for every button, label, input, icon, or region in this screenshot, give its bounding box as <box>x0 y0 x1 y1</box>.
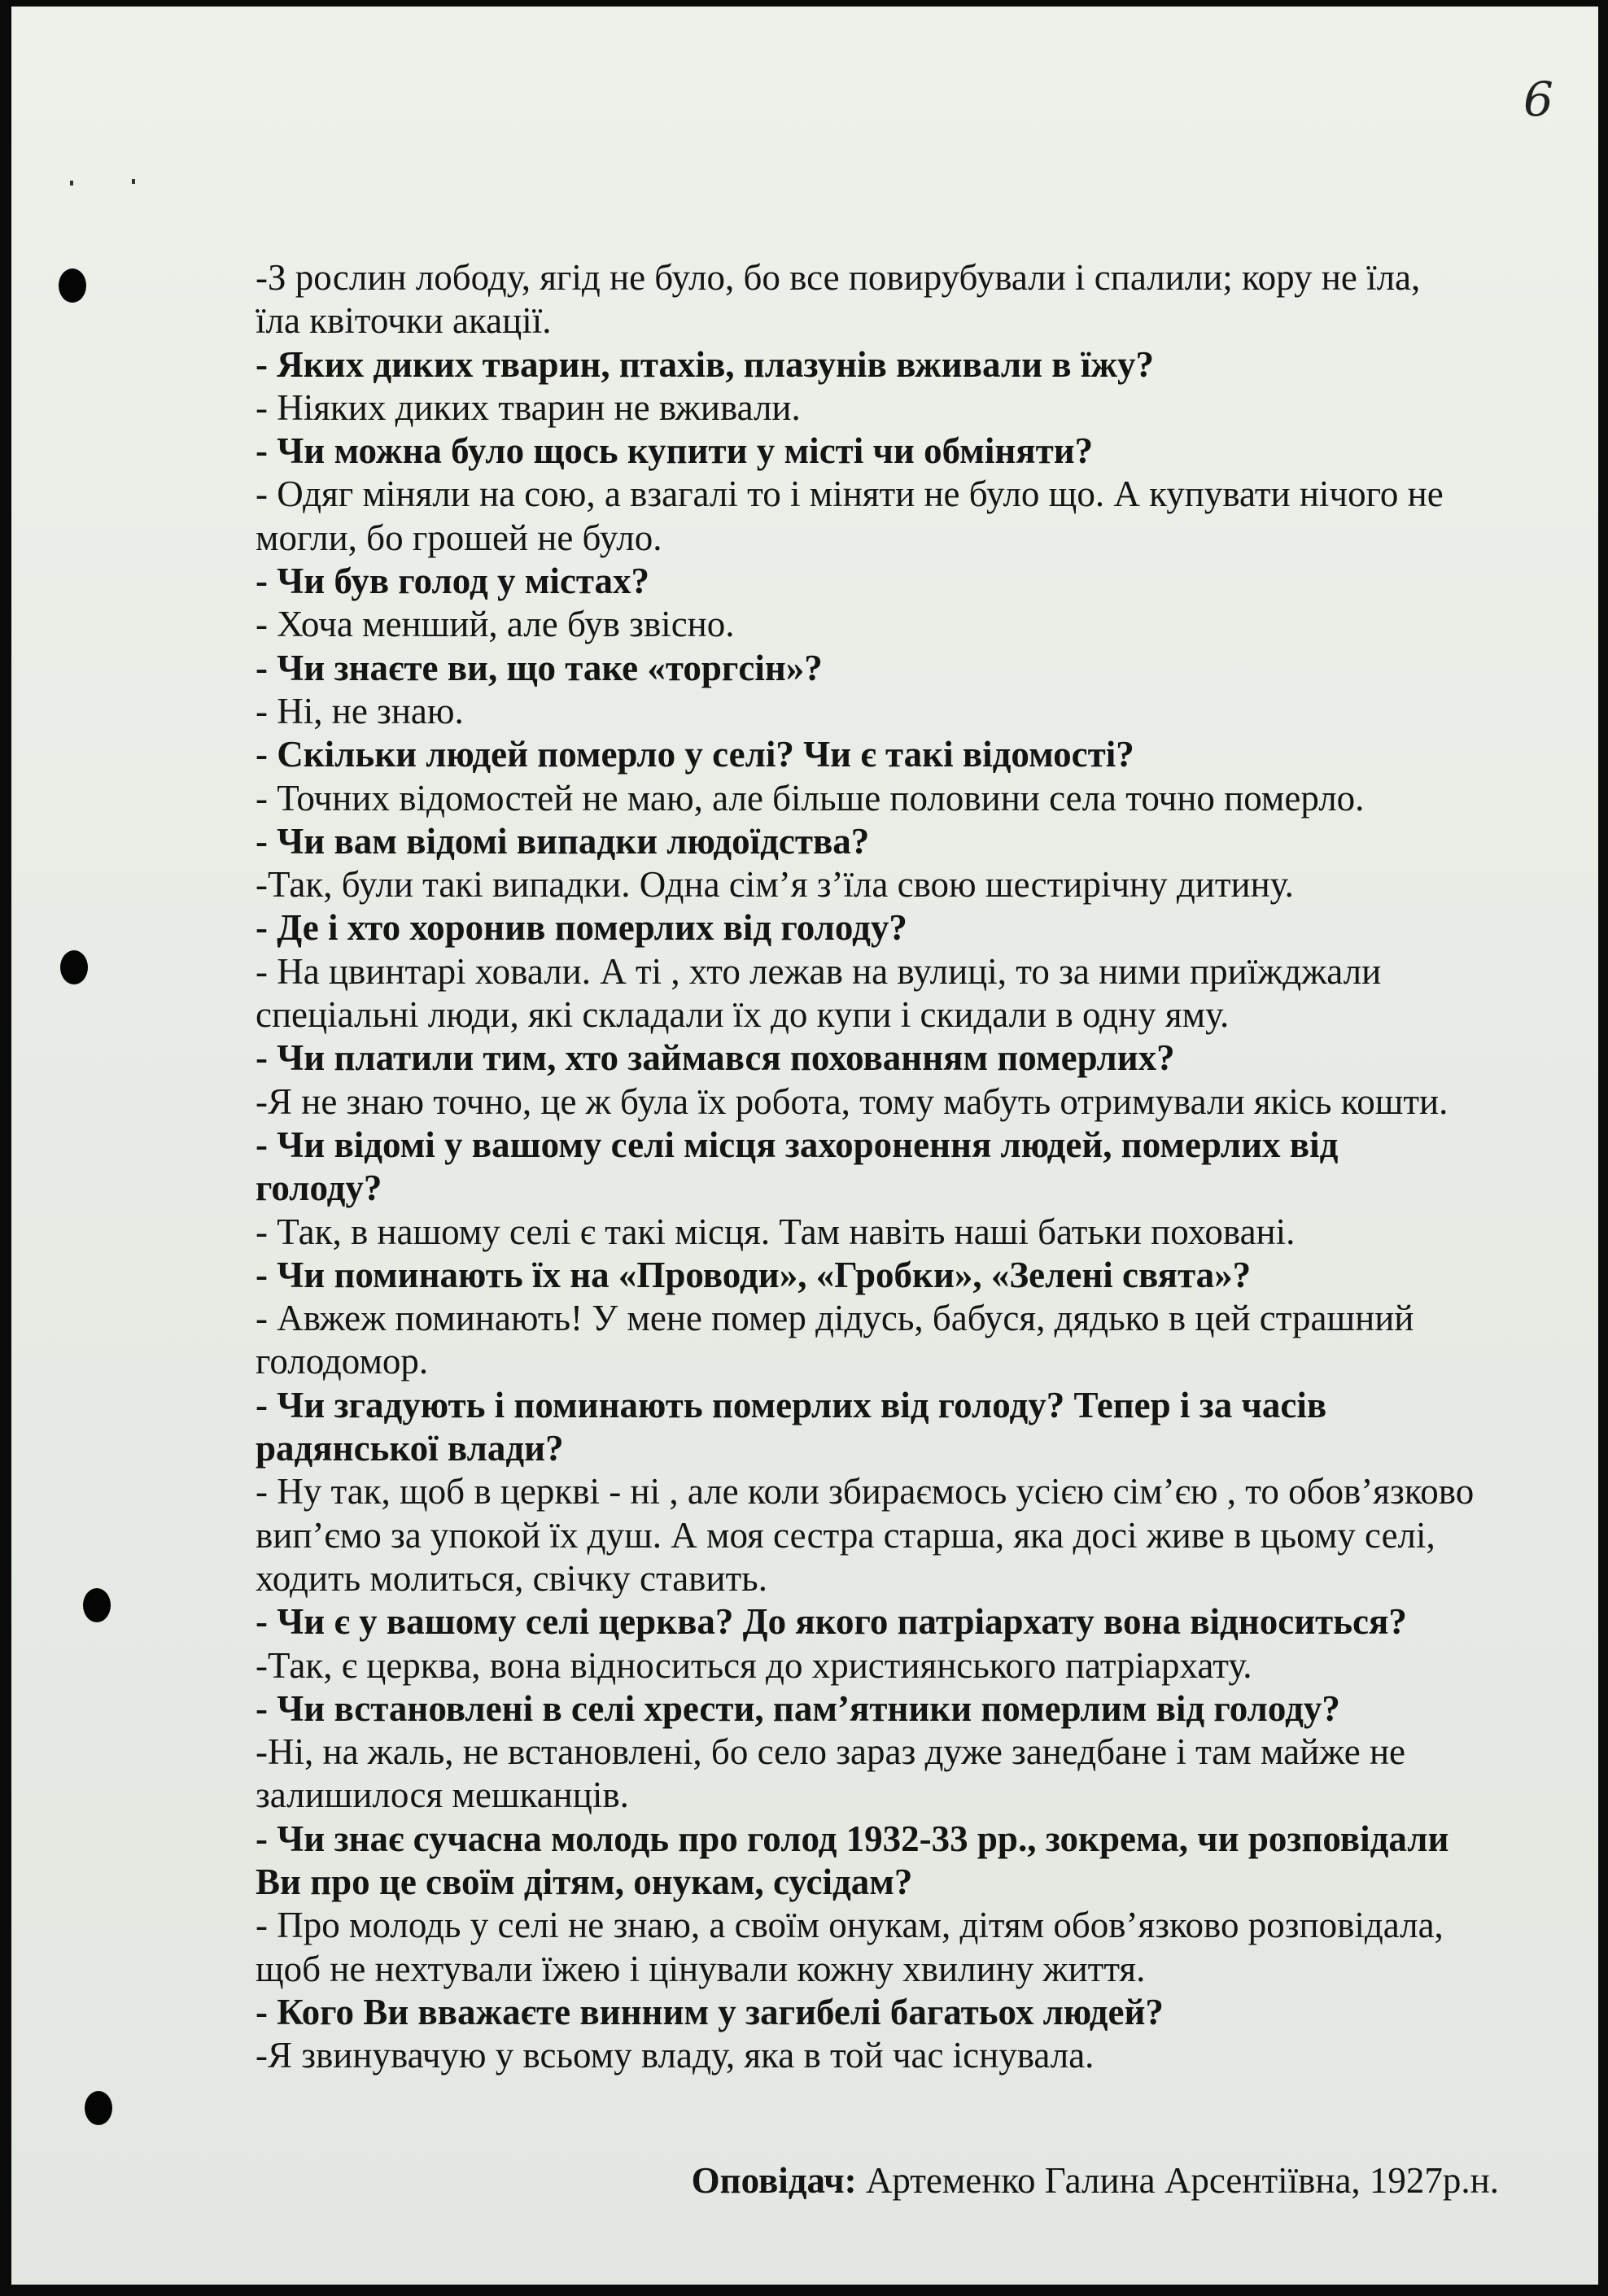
text-line: - Ні, не знаю. <box>256 690 464 731</box>
answer <box>256 863 1474 906</box>
answer <box>256 2034 1474 2077</box>
text-line: - Де і хто хоронив померлих від голоду? <box>256 907 907 949</box>
text-line: - Кого Ви вважаєте винним у загибелі багатьох людей? <box>256 1991 1164 2032</box>
text-line: - Яких диких тварин, птахів, плазунів вживали в їжу? <box>256 343 1154 385</box>
question <box>256 1687 1474 1731</box>
text-line: їла квіточки акації. <box>256 300 552 342</box>
question <box>256 647 1474 690</box>
narrator-signature <box>692 2159 1499 2202</box>
text-line: радянської влади? <box>256 1428 564 1469</box>
page-number: 6 <box>1523 72 1553 127</box>
answer <box>256 1211 1474 1254</box>
question <box>256 906 1474 949</box>
answer <box>256 1297 1474 1384</box>
punch-hole <box>83 1588 111 1622</box>
text-line: Ви про це своїм дітям, онукам, сусідам? <box>256 1861 913 1902</box>
narrator-label: Оповідач: <box>691 2160 857 2201</box>
text-line: залишилося мешканців. <box>256 1774 629 1816</box>
answer <box>256 950 1474 1037</box>
text-line: - Чи встановлені в селі хрести, пам’ятники померлим від голоду? <box>256 1687 1340 1729</box>
question <box>256 1254 1474 1297</box>
punch-hole <box>59 268 86 303</box>
text-line: голоду? <box>256 1168 382 1209</box>
text-line: - Чи є у вашому селі церква? До якого патріархату вона відноситься? <box>256 1601 1407 1643</box>
text-line: - Ну так, щоб в церкві - ні , але коли збираємось усією сім’єю , то обов’язково <box>256 1471 1475 1512</box>
question <box>256 733 1474 776</box>
text-line: - Чи можна було щось купити у місті чи обміняти? <box>256 430 1094 472</box>
answer <box>256 1731 1474 1818</box>
document-page <box>11 7 1598 2285</box>
narrator-name: Артеменко Галина Арсентіївна, 1927р.н. <box>856 2160 1499 2201</box>
scan-speck <box>132 179 135 184</box>
text-line: - На цвинтарі ховали. А ті , хто лежав на вулиці, то за ними приїжджали <box>256 950 1382 992</box>
text-line: - Чи був голод у містах? <box>256 561 649 602</box>
text-line: - Чи відомі у вашому селі місця захоронення людей, померлих від <box>256 1124 1339 1165</box>
question <box>256 1991 1474 2034</box>
text-line: - Чи знає сучасна молодь про голод 1932-33 рр., зокрема, чи розповідали <box>256 1818 1449 1859</box>
text-line: - Чи знаєте ви, що таке «торгсін»? <box>256 647 823 688</box>
text-line: - Про молодь у селі не знаю, а своїм онукам, дітям обов’язково розповідала, <box>256 1905 1444 1946</box>
question <box>256 343 1474 386</box>
answer <box>256 1080 1474 1124</box>
text-line: - Скільки людей померло у селі? Чи є такі відомості? <box>256 734 1134 775</box>
punch-hole <box>85 2091 112 2125</box>
answer <box>256 690 1474 733</box>
text-line: -Так, є церква, вона відноситься до християнського патріархату. <box>256 1644 1252 1686</box>
text-line: вип’ємо за упокой їх душ. А моя сестра старша, яка досі живе в цьому селі, <box>256 1514 1435 1556</box>
text-line: спеціальні люди, які складали їх до купи і скидали в одну яму. <box>256 994 1230 1036</box>
answer <box>256 256 1474 343</box>
text-line: могли, бо грошей не було. <box>256 517 662 558</box>
question <box>256 560 1474 603</box>
question <box>256 820 1474 863</box>
text-line: -Ні, на жаль, не встановлені, бо село зараз дуже занедбане і там майже не <box>256 1731 1405 1773</box>
question <box>256 1384 1474 1471</box>
text-line: ходить молиться, свічку ставить. <box>256 1557 767 1599</box>
question <box>256 1600 1474 1643</box>
text-line: - Точних відомостей не маю, але більше половини села точно померло. <box>256 777 1365 818</box>
question <box>256 1037 1474 1080</box>
answer <box>256 1470 1474 1600</box>
text-line: - Чи поминають їх на «Проводи», «Гробки», «Зелені свята»? <box>256 1254 1252 1295</box>
question <box>256 1818 1474 1905</box>
text-line: -З рослин лободу, ягід не було, бо все повирубували і спалили; кору не їла, <box>256 257 1421 298</box>
text-line: -Я не знаю точно, це ж була їх робота, тому мабуть отримували якісь кошти. <box>256 1080 1449 1122</box>
scan-speck <box>70 181 73 186</box>
interview-text <box>256 256 1474 2077</box>
text-line: - Одяг міняли на сою, а взагалі то і міняти не було що. А купувати нічого не <box>256 474 1444 515</box>
question <box>256 1124 1474 1211</box>
answer <box>256 386 1474 430</box>
text-line: щоб не нехтували їжею і цінували кожну хвилину життя. <box>256 1948 1146 1989</box>
text-line: - Авжеж поминають! У мене помер дідусь, бабуся, дядько в цей страшний <box>256 1298 1414 1339</box>
text-line: -Так, були такі випадки. Одна сім’я з’їла свою шестирічну дитину. <box>256 864 1294 906</box>
question <box>256 430 1474 473</box>
text-line: - Чи згадують і поминають померлих від голоду? Тепер і за часів <box>256 1384 1327 1425</box>
answer <box>256 1904 1474 1991</box>
text-line: - Хоча менший, але був звісно. <box>256 604 735 645</box>
punch-hole <box>60 950 88 984</box>
answer <box>256 473 1474 560</box>
text-line: - Чи платили тим, хто займався похованням померлих? <box>256 1037 1175 1079</box>
text-line: - Ніяких диких тварин не вживали. <box>256 386 801 428</box>
answer <box>256 603 1474 646</box>
text-line: -Я звинувачую у всьому владу, яка в той час існувала. <box>256 2035 1095 2076</box>
answer <box>256 777 1474 820</box>
text-line: голодомор. <box>256 1341 429 1382</box>
text-line: - Чи вам відомі випадки людоїдства? <box>256 820 870 862</box>
answer <box>256 1644 1474 1687</box>
text-line: - Так, в нашому селі є такі місця. Там навіть наші батьки поховані. <box>256 1211 1296 1252</box>
